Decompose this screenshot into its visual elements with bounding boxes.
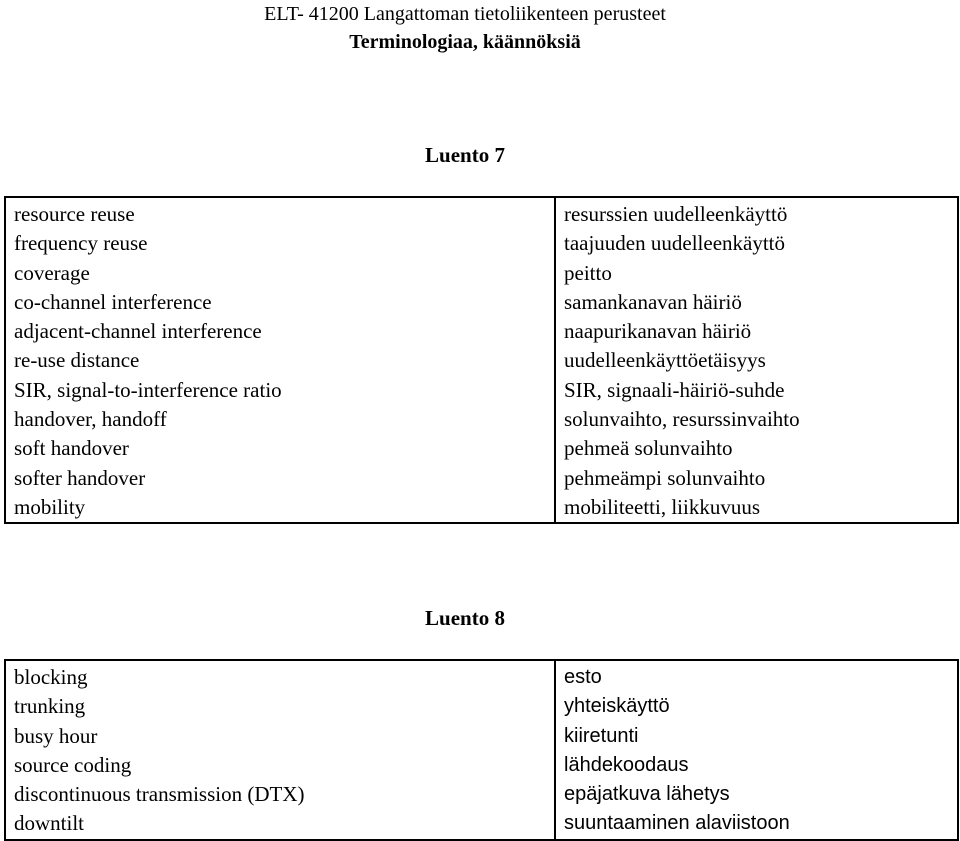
english-term: resource reuse	[14, 202, 135, 226]
english-term: soft handover	[14, 436, 129, 461]
finnish-term: pehmeä solunvaihto	[564, 436, 733, 461]
finnish-term: solunvaihto, resurssinvaihto	[564, 407, 800, 432]
english-term: mobility	[14, 494, 86, 519]
english-term: coverage	[14, 260, 90, 285]
english-term: blocking	[14, 665, 88, 689]
english-term: co-channel interference	[14, 289, 212, 314]
finnish-term: mobiliteetti, liikkuvuus	[564, 494, 760, 519]
finnish-terms-cell	[555, 660, 958, 840]
english-term: source coding	[14, 752, 132, 777]
finnish-term: samankanavan häiriö	[564, 289, 742, 314]
finnish-term: epäjatkuva lähetys	[564, 783, 730, 806]
finnish-term: resurssien uudelleenkäyttö	[564, 202, 788, 226]
english-term: busy hour	[14, 723, 98, 748]
finnish-terms-cell	[555, 197, 958, 523]
table-row	[5, 660, 958, 840]
english-term: handover, handoff	[14, 407, 167, 432]
finnish-term: kiiretunti	[564, 724, 639, 747]
finnish-term: lähdekoodaus	[564, 753, 689, 776]
finnish-term: SIR, signaali-häiriö-suhde	[564, 377, 785, 402]
english-term: SIR, signal-to-interference ratio	[14, 377, 282, 402]
english-term: re-use distance	[14, 348, 140, 373]
finnish-term: pehmeämpi solunvaihto	[564, 465, 766, 490]
finnish-term: naapurikanavan häiriö	[564, 319, 752, 344]
english-term: downtilt	[14, 811, 85, 836]
finnish-term: peitto	[564, 260, 612, 285]
terminology-table-luento-8	[4, 659, 959, 841]
english-term: adjacent-channel interference	[14, 319, 262, 344]
finnish-term: yhteiskäyttö	[564, 695, 670, 718]
course-title: ELT- 41200 Langattoman tietoliikenteen perusteet	[264, 3, 666, 25]
finnish-term: taajuuden uudelleenkäyttö	[564, 231, 786, 256]
english-term: frequency reuse	[14, 231, 148, 256]
document-subtitle: Terminologiaa, käännöksiä	[349, 31, 581, 53]
table-row	[5, 197, 958, 523]
finnish-term: uudelleenkäyttöetäisyys	[564, 348, 766, 373]
finnish-term: suuntaaminen alaviistoon	[564, 812, 790, 835]
terminology-table-luento-7	[4, 196, 959, 524]
english-term: trunking	[14, 694, 86, 719]
english-terms-cell	[5, 197, 555, 523]
english-terms-cell	[5, 660, 555, 840]
finnish-term: esto	[564, 666, 602, 688]
section-heading-luento-8: Luento 8	[425, 606, 505, 630]
english-term: discontinuous transmission (DTX)	[14, 782, 305, 807]
section-heading-luento-7: Luento 7	[425, 143, 505, 167]
english-term: softer handover	[14, 465, 146, 490]
